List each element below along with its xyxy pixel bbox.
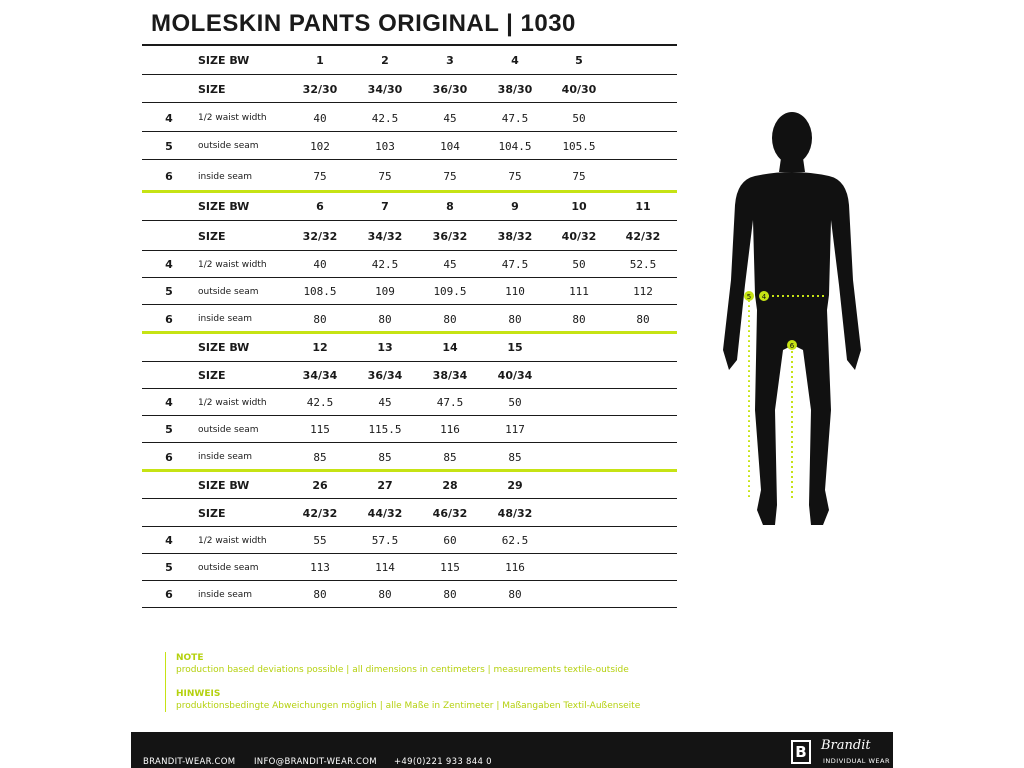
size-label: SIZE [198, 82, 226, 96]
size-cell: 38/32 [497, 229, 533, 243]
measure-value: 103 [375, 139, 395, 153]
measure-value: 114 [375, 561, 395, 574]
measure-label: 1/2 waist width [198, 259, 267, 270]
size-bw-cell: 10 [571, 200, 587, 213]
size-bw-cell: 11 [635, 200, 651, 213]
size-cell: 40/30 [561, 82, 597, 96]
measure-value: 104 [440, 139, 460, 153]
size-bw-cell: 9 [511, 200, 519, 213]
measure-value: 47.5 [501, 111, 529, 125]
note-block [165, 652, 640, 712]
measure-value: 80 [508, 588, 522, 601]
measure-value: 117 [505, 423, 525, 436]
size-cell: 46/32 [432, 506, 468, 520]
brandit-logo-icon: B [791, 740, 811, 764]
measure-label: inside seam [198, 171, 253, 182]
measure-value: 116 [440, 423, 460, 436]
size-row [142, 499, 677, 527]
measure-value: 80 [572, 312, 586, 326]
size-bw-cell: 12 [312, 341, 328, 354]
measure-index: 4 [165, 534, 173, 547]
size-bw-row [142, 192, 677, 221]
size-bw-cell: 1 [316, 54, 324, 67]
measure-value: 55 [313, 534, 327, 547]
measure-label: outside seam [198, 562, 259, 573]
measure-value: 109.5 [433, 285, 467, 298]
page-title: MOLESKIN PANTS ORIGINAL | 1030 [151, 10, 576, 37]
measure-index: 5 [165, 285, 173, 298]
measure-row [142, 132, 677, 160]
measure-value: 57.5 [371, 534, 399, 547]
measure-value: 45 [443, 258, 457, 271]
measure-value: 80 [313, 588, 327, 601]
measure-index: 4 [165, 396, 173, 409]
size-cell: 38/34 [432, 369, 468, 382]
footer-website-link[interactable]: BRANDIT-WEAR.COM [143, 757, 236, 767]
measure-value: 40 [313, 258, 327, 271]
measure-row [142, 161, 677, 192]
measure-value: 85 [313, 450, 327, 464]
measure-index: 5 [165, 561, 173, 574]
measure-value: 116 [505, 561, 525, 574]
size-bw-cell: 26 [312, 478, 328, 492]
size-bw-cell: 28 [442, 478, 458, 492]
brandit-logo-subtitle: INDIVIDUAL WEAR [823, 757, 890, 765]
size-bw-cell: 2 [381, 54, 389, 67]
footer-phone: +49(0)221 933 844 0 [394, 757, 492, 767]
measure-label: inside seam [198, 314, 253, 324]
measure-label: 1/2 waist width [198, 397, 267, 408]
measure-value: 80 [508, 312, 522, 326]
measure-index: 5 [165, 423, 173, 436]
hinweis-text: produktionsbedingte Abweichungen möglich | alle Maße in Zentimeter | Maßangaben Textil-Außenseite [176, 701, 641, 711]
measure-value: 75 [443, 170, 457, 183]
measure-value: 80 [378, 312, 392, 326]
measure-value: 62.5 [501, 534, 529, 547]
brandit-logo-script: Brandit [821, 738, 871, 753]
measure-row [142, 581, 677, 608]
measure-value: 60 [443, 534, 457, 547]
measure-value: 75 [572, 170, 586, 183]
measure-value: 50 [508, 396, 522, 409]
measure-value: 45 [443, 111, 457, 125]
size-bw-label: SIZE BW [198, 54, 250, 67]
size-cell: 32/30 [302, 82, 338, 96]
measure-row [142, 278, 677, 305]
size-bw-cell: 6 [316, 200, 324, 213]
size-cell: 32/32 [302, 229, 338, 243]
size-row [142, 75, 677, 103]
size-cell: 38/30 [497, 82, 533, 96]
size-cell: 40/34 [497, 369, 533, 382]
measure-value: 112 [633, 285, 653, 298]
measure-value: 40 [313, 111, 327, 125]
measure-value: 50 [572, 111, 586, 125]
measure-label: inside seam [198, 452, 253, 462]
size-label: SIZE [198, 506, 226, 520]
measure-value: 115 [310, 423, 330, 436]
measure-label: outside seam [198, 424, 259, 435]
size-cell: 42/32 [625, 229, 661, 243]
measure-value: 42.5 [371, 258, 399, 271]
measure-row [142, 416, 677, 443]
measure-value: 42.5 [306, 396, 334, 409]
measure-value: 80 [636, 312, 650, 326]
size-bw-cell: 15 [507, 341, 523, 354]
size-bw-cell: 4 [511, 54, 519, 67]
measure-value: 85 [443, 450, 457, 464]
marker-4-label: 4 [761, 293, 767, 301]
measure-value: 111 [569, 285, 589, 298]
measure-value: 115 [440, 561, 460, 574]
note-heading: NOTE [176, 653, 204, 663]
measure-value: 75 [508, 170, 522, 183]
measure-value: 108.5 [303, 285, 337, 298]
measure-value: 80 [443, 588, 457, 601]
measure-row [142, 104, 677, 132]
hinweis-heading: HINWEIS [176, 689, 221, 699]
measure-row [142, 389, 677, 416]
size-row [142, 221, 677, 251]
measure-value: 45 [378, 396, 392, 409]
size-bw-row [142, 333, 677, 362]
measure-value: 50 [572, 258, 586, 271]
size-bw-label: SIZE BW [198, 478, 250, 492]
size-cell: 36/30 [432, 82, 468, 96]
measure-value: 110 [505, 285, 525, 298]
measure-value: 85 [508, 450, 522, 464]
measure-row [142, 527, 677, 554]
size-bw-cell: 14 [442, 341, 458, 354]
size-bw-cell: 13 [377, 341, 393, 354]
size-row [142, 362, 677, 389]
measure-row [142, 554, 677, 581]
size-label: SIZE [198, 369, 226, 382]
measure-value: 115.5 [368, 423, 402, 436]
size-bw-label: SIZE BW [198, 200, 250, 213]
measure-index: 6 [165, 588, 173, 601]
note-text: production based deviations possible | all dimensions in centimeters | measurements textile-outside [176, 665, 629, 675]
footer-bar [131, 732, 893, 768]
size-cell: 34/30 [367, 82, 403, 96]
measure-value: 47.5 [501, 258, 529, 271]
size-bw-cell: 7 [381, 200, 389, 213]
measure-index: 6 [165, 170, 173, 183]
measure-row [142, 443, 677, 471]
measure-label: outside seam [198, 141, 259, 151]
measure-value: 75 [313, 170, 327, 183]
size-bw-row [142, 46, 677, 75]
body-silhouette [715, 110, 865, 540]
measure-value: 85 [378, 450, 392, 464]
measure-value: 102 [310, 139, 330, 153]
measure-value: 42.5 [371, 111, 399, 125]
size-cell: 36/32 [432, 229, 468, 243]
measure-value: 109 [375, 285, 395, 298]
size-bw-row [142, 471, 677, 499]
measure-value: 105.5 [562, 139, 596, 153]
footer-email-link[interactable]: INFO@BRANDIT-WEAR.COM [254, 757, 377, 767]
marker-5-label: 5 [746, 293, 752, 301]
measure-index: 4 [165, 111, 173, 125]
size-cell: 40/32 [561, 229, 597, 243]
measure-value: 80 [378, 588, 392, 601]
measure-label: outside seam [198, 286, 259, 297]
measure-value: 47.5 [436, 396, 464, 409]
measure-index: 5 [165, 139, 173, 153]
measure-value: 75 [378, 170, 392, 183]
size-cell: 44/32 [367, 506, 403, 520]
size-cell: 34/32 [367, 229, 403, 243]
size-bw-cell: 5 [575, 54, 583, 67]
measure-index: 6 [165, 312, 173, 326]
measure-value: 104.5 [498, 139, 532, 153]
marker-6-label: 6 [789, 342, 795, 350]
size-bw-label: SIZE BW [198, 341, 250, 354]
measure-index: 4 [165, 258, 173, 271]
measure-row [142, 305, 677, 333]
size-bw-cell: 27 [377, 478, 393, 492]
measure-value: 80 [443, 312, 457, 326]
size-cell: 34/34 [302, 369, 338, 382]
measure-label: inside seam [198, 589, 253, 600]
size-cell: 42/32 [302, 506, 338, 520]
measure-value: 52.5 [629, 258, 657, 271]
size-cell: 36/34 [367, 369, 403, 382]
size-label: SIZE [198, 229, 226, 243]
size-bw-cell: 3 [446, 54, 454, 67]
size-bw-cell: 29 [507, 478, 523, 492]
size-cell: 48/32 [497, 506, 533, 520]
measure-label: 1/2 waist width [198, 535, 267, 546]
measure-value: 80 [313, 312, 327, 326]
measure-row [142, 251, 677, 278]
measure-value: 113 [310, 561, 330, 574]
silhouette-shape [723, 112, 861, 525]
size-bw-cell: 8 [446, 200, 454, 213]
measure-label: 1/2 waist width [198, 113, 267, 123]
measure-index: 6 [165, 450, 173, 464]
